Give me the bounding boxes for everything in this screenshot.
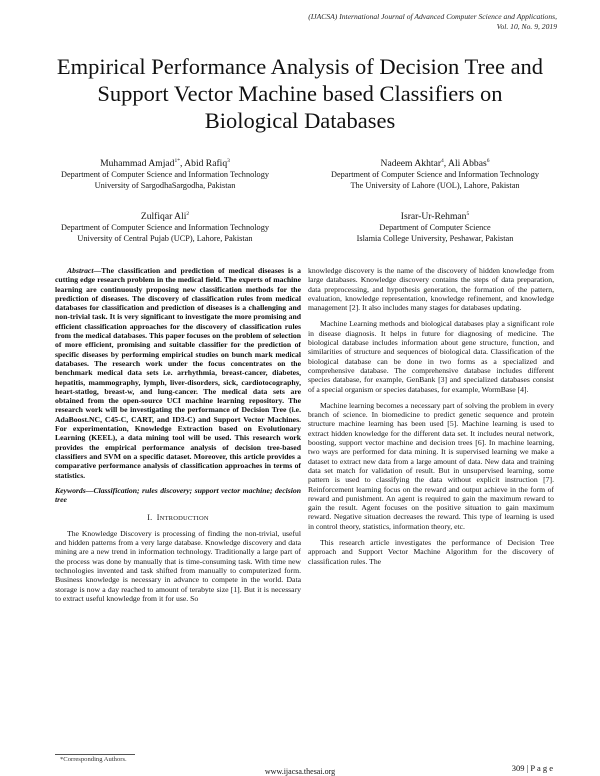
author-block-3 [40, 208, 290, 244]
journal-volume: Vol. 10, No. 9, 2019 [496, 22, 557, 31]
author-name: Israr-Ur-Rehman$^5$ [400, 211, 470, 223]
title-line-3: Biological Databases [204, 108, 396, 133]
author-name: Nadeem Akhtar$^4$, Ali Abbas$^6$ [380, 158, 490, 170]
title-line-2: Support Vector Machine based Classifiers on [97, 81, 503, 106]
section-heading-introduction: I. INTRODUCTION [147, 513, 209, 523]
page-number: 309 | P a g e [511, 763, 553, 773]
paragraph: knowledge discovery is the name of the discovery of hidden knowledge from large databases. Knowledge discovery contains the steps of data preparation, data preprocessing, and hypothesis generation, the formation of the pattern, evaluation, knowledge representation, knowledge refinement, and knowledge management [2]. It also includes many stages for databases updating. [308, 266, 554, 313]
author-institution: University of Central Pujab (UCP), Lahore, Pakistan [77, 233, 253, 243]
paragraph: The Knowledge Discovery is processing of finding the non-trivial, useful and hidden patterns from a very large database. Knowledge discovery and data mining are a new trend in information technology. Traditionally a large part of the process was done by manually that is time-consuming task. With time new technologies invented and task shifted from manually to computerized form. Business knowledge is necessary in advance to compete in the world. Data storage is now a day reached to amount of terabyte size [1]. But it is necessary to extract useful knowledge from it for use. So [55, 528, 301, 603]
author-institution: University of SargodhaSargodha, Pakistan [94, 180, 236, 190]
paragraph: Machine Learning methods and biological databases play a significant role in disease diagnosis. It helps in future for diagnosing of medicine. The biological database includes information about gene structure, function, and similarities of structure and sequences of biological data. Classification of the biological database can be done in two forms as a specialized and comprehensive database. The comprehensive database includes different species database, for example, GenBank [3] and specialized databases consist of a special organism or species databases, for example, WormBase [4]. [308, 319, 554, 394]
right-column [308, 266, 554, 566]
author-name: Zulfiqar Ali$^2$ [140, 211, 190, 223]
author-department: Department of Computer Science and Information Technology [60, 170, 269, 180]
journal-website: www.ijacsa.thesai.org [264, 767, 336, 776]
paper-title [20, 53, 580, 134]
paragraph: Machine learning becomes a necessary part of solving the problem in every branch of science. In biomedicine to predict genetic sequence and protein structure machine learning has been used [5]. Machine learning is used to extract hidden knowledge for the different data set. It includes neural network, boosting, support vector machine and decision trees [6]. In machine learning, two ways are performed for data mining. It is supervised learning we make a dataset to extract new data from a large amount of data. New data and training data set match for validation of result. But in unsupervised learning, some pattern is used to classifying the data without explicit instruction [7]. Reinforcement learning focus on the reward and output achieve in the form of reward and punishment. An agent is required to gain the maximum reward to gain the result. Agent focuses on the positive situation to gain maximum reward. Negative situation decreases the reward. This type of learning is used in control theory, statistics, information theory, etc. [308, 400, 554, 531]
footnote: *Corresponding Authors. [60, 756, 127, 763]
running-header [308, 12, 557, 32]
title-line-1: Empirical Performance Analysis of Decision Tree and [56, 54, 544, 79]
paragraph: This research article investigates the performance of Decision Tree approach and Support Vector Machine Algorithm for the discovery of classification rules. The [308, 538, 554, 566]
author-institution: Islamia College University, Peshawar, Pakistan [356, 233, 514, 243]
keywords: Keywords—Classification; rules discovery; support vector machine; decision tree [55, 485, 301, 505]
author-block-4 [300, 208, 570, 244]
left-column [55, 266, 301, 603]
author-department: Department of Computer Science and Information Technology [60, 223, 269, 233]
author-institution: The University of Lahore (UOL), Lahore, Pakistan [350, 180, 520, 190]
author-block-1 [40, 155, 290, 191]
abstract: Abstract—The classification and prediction of medical diseases is a cutting edge research problem in the medical field. The experts of machine learning are continuously proposing new classification methods for the prediction of diseases. The discovery of classification rules from medical databases for classification and prediction of diseases is a challenging and non-trivial task. It is very significant to investigate the more promising and efficient classification approaches for the discovery of classification rules from the medical databases. This paper focuses on the problem of selection of more efficient, promising and suitable classifier for the prediction of specific diseases by performing empirical studies on bunch mark medical databases. The research work under the focus concentrates on the benchmark medical data sets i.e. arrhythmia, breast-cancer, diabetes, hepatitis, mammography, lymph, liver-disorders, sick, cardiotocography, heart-statlog, breast-w, and lung-cancer. The medical data sets are obtained from the open-source UCI machine learning repository. The research work will be investigating the performance of Decision Tree (i.e. AdaBoost.NC, C45-C, CART, and ID3-C) and Support Vector Machines. For experimentation, Knowledge Extraction based on Evolutionary Learning (KEEL), a data mining tool will be used. This research work provides the empirical performance analysis of decision tree-based classifiers and SVM on a specific dataset. Moreover, this article provides a comparative performance analysis of classification approaches in terms of statistics. [55, 266, 301, 480]
journal-name: (IJACSA) International Journal of Advanced Computer Science and Applications, [308, 12, 557, 21]
author-department: Department of Computer Science and Information Technology [330, 170, 539, 180]
author-name: Muhammad Amjad$^{1*}$, Abid Rafiq$^3$ [100, 158, 230, 170]
author-block-2 [300, 155, 570, 191]
author-department: Department of Computer Science [379, 223, 491, 233]
footnote-rule [55, 754, 135, 755]
